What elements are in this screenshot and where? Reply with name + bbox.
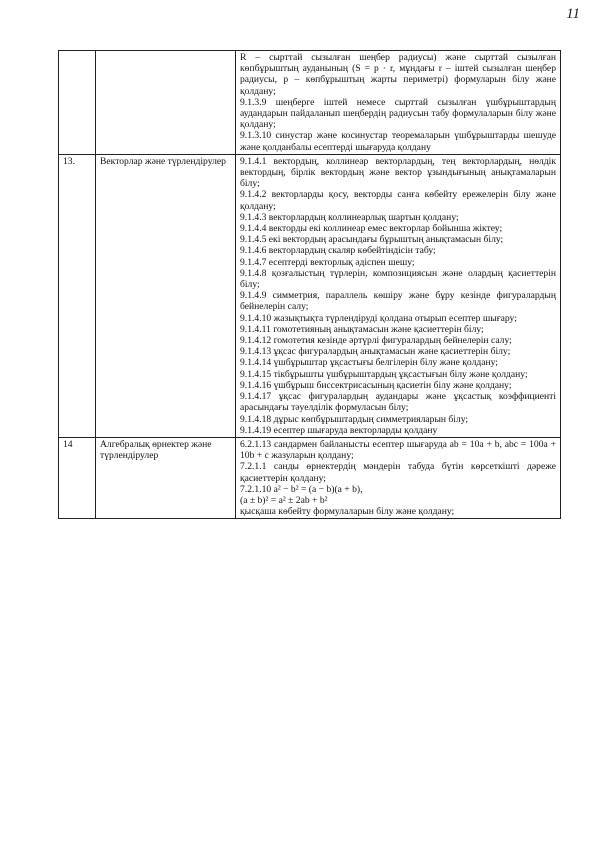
objectives-cell — [236, 437, 561, 518]
topic-cell — [96, 437, 236, 518]
learning-objective: 9.1.4.3 векторлардың коллинеарлық шартын қолдану; — [240, 211, 459, 223]
learning-objective: 9.1.4.12 гомотетия кезінде әртүрлі фигуралардың бейнелерін салу; — [240, 335, 512, 347]
learning-objective: 9.1.4.17 ұқсас фигуралардың аудандары және ұқсастық коэффициенті арасындағы тәуелділік формуласын білу; — [240, 391, 556, 414]
learning-objective: 9.1.4.14 үшбұрыштар ұқсастығы белгілерін білу және қолдану; — [240, 357, 498, 369]
learning-objective: 7.2.1.10 a² − b² = (a − b)(a + b), — [240, 483, 363, 495]
topic-cell — [96, 51, 236, 155]
learning-objective: 9.1.3.10 синустар және косинустар теоремаларын үшбұрыштарды шешуде және қолданбалы есептерді шығаруда қолдану — [240, 130, 556, 153]
topic-cell — [96, 154, 236, 437]
topic-title: Алгебралық өрнектер және түрлендірулер — [100, 438, 212, 462]
learning-objective: 9.1.4.11 гомотетияның анықтамасын және қасиеттерін білу; — [240, 323, 484, 335]
learning-objective: 6.2.1.13 сандармен байланысты есептер шығаруда ab = 10a + b, abc = 100a + 10b + c жазуларын қолдану; — [240, 438, 556, 462]
learning-objective: 9.1.4.13 ұқсас фигуралардың анықтамасын және қасиеттерін білу; — [240, 346, 511, 358]
objectives-cell — [236, 154, 561, 437]
learning-objective: (a ± b)² = a² ± 2ab + b² — [240, 494, 328, 506]
topic-title: Векторлар және түрлендірулер — [100, 155, 226, 167]
learning-objective: 9.1.4.16 үшбұрыш биссектрисасының қасиетін білу және қолдану; — [240, 379, 512, 391]
row-number-cell — [59, 51, 96, 155]
row-number-cell — [59, 437, 96, 518]
learning-objective: 9.1.4.5 екі вектордың арасындағы бұрыштың анықтамасын білу; — [240, 234, 504, 246]
learning-objective: R – сырттай сызылған шеңбер радиусы) және сырттай сызылған көпбұрыштың ауданының (S = p · r, мұндағы r – іштей сызылған шеңбер радиусы, p – көпбұрыштың жарты периметрі) формуларын білу және қолдану; — [240, 52, 556, 97]
learning-objective: 7.2.1.1 санды өрнектердің мәндерін табуда бүтін көрсеткішті дәреже қасиеттерін қолдану; — [240, 461, 556, 484]
learning-objective: 9.1.4.1 вектордың, коллинеар векторлардың, тең векторлардың, нөлдік вектордың, бірлік вектордың және вектор ұзындығының анықтамаларын білу; — [240, 155, 556, 190]
table-row — [59, 51, 561, 155]
learning-objective: 9.1.3.9 шеңберге іштей немесе сырттай сызылған үшбұрыштардың аудандарын пайдаланып шеңбердің радиусын табу формулаларын білу және қолдану; — [240, 96, 556, 131]
learning-objective: 9.1.4.2 векторларды қосу, векторды санға көбейту ережелерін білу және қолдану; — [240, 189, 556, 212]
learning-objective: 9.1.4.19 есептер шығаруда векторларды қолдану — [240, 424, 438, 436]
objectives-cell — [236, 51, 561, 155]
learning-objective: 9.1.4.6 векторлардың скаляр көбейтіндісін табу; — [240, 245, 436, 257]
learning-objective: қысқаша көбейту формулаларын білу және қолдану; — [240, 506, 455, 518]
row-number-cell — [59, 154, 96, 437]
table-row — [59, 437, 561, 518]
learning-objective: 9.1.4.18 дұрыс көпбұрыштардың симметрияларын білу; — [240, 413, 469, 425]
learning-objective: 9.1.4.7 есептерді векторлық әдіспен шешу; — [240, 256, 415, 268]
learning-objective: 9.1.4.15 тікбұрышты үшбұрыштардың ұқсастығын білу және қолдану; — [240, 368, 528, 380]
learning-objective: 9.1.4.9 симметрия, параллель көшіру және бұру кезінде фигуралардың бейнелерін салу; — [240, 290, 556, 313]
page-number: 11 — [566, 6, 580, 22]
row-number: 13. — [63, 155, 75, 167]
learning-objective: 9.1.4.10 жазықтықта түрлендіруді қолдана отырып есептер шығару; — [240, 312, 517, 324]
learning-objective: 9.1.4.4 векторды екі коллинеар емес векторлар бойынша жіктеу; — [240, 223, 503, 235]
table-row — [59, 154, 561, 437]
row-number: 14 — [63, 438, 73, 450]
curriculum-table — [58, 50, 561, 519]
learning-objective: 9.1.4.8 қозғалыстың түрлерін, композициясын және олардың қасиеттерін білу; — [240, 267, 556, 291]
